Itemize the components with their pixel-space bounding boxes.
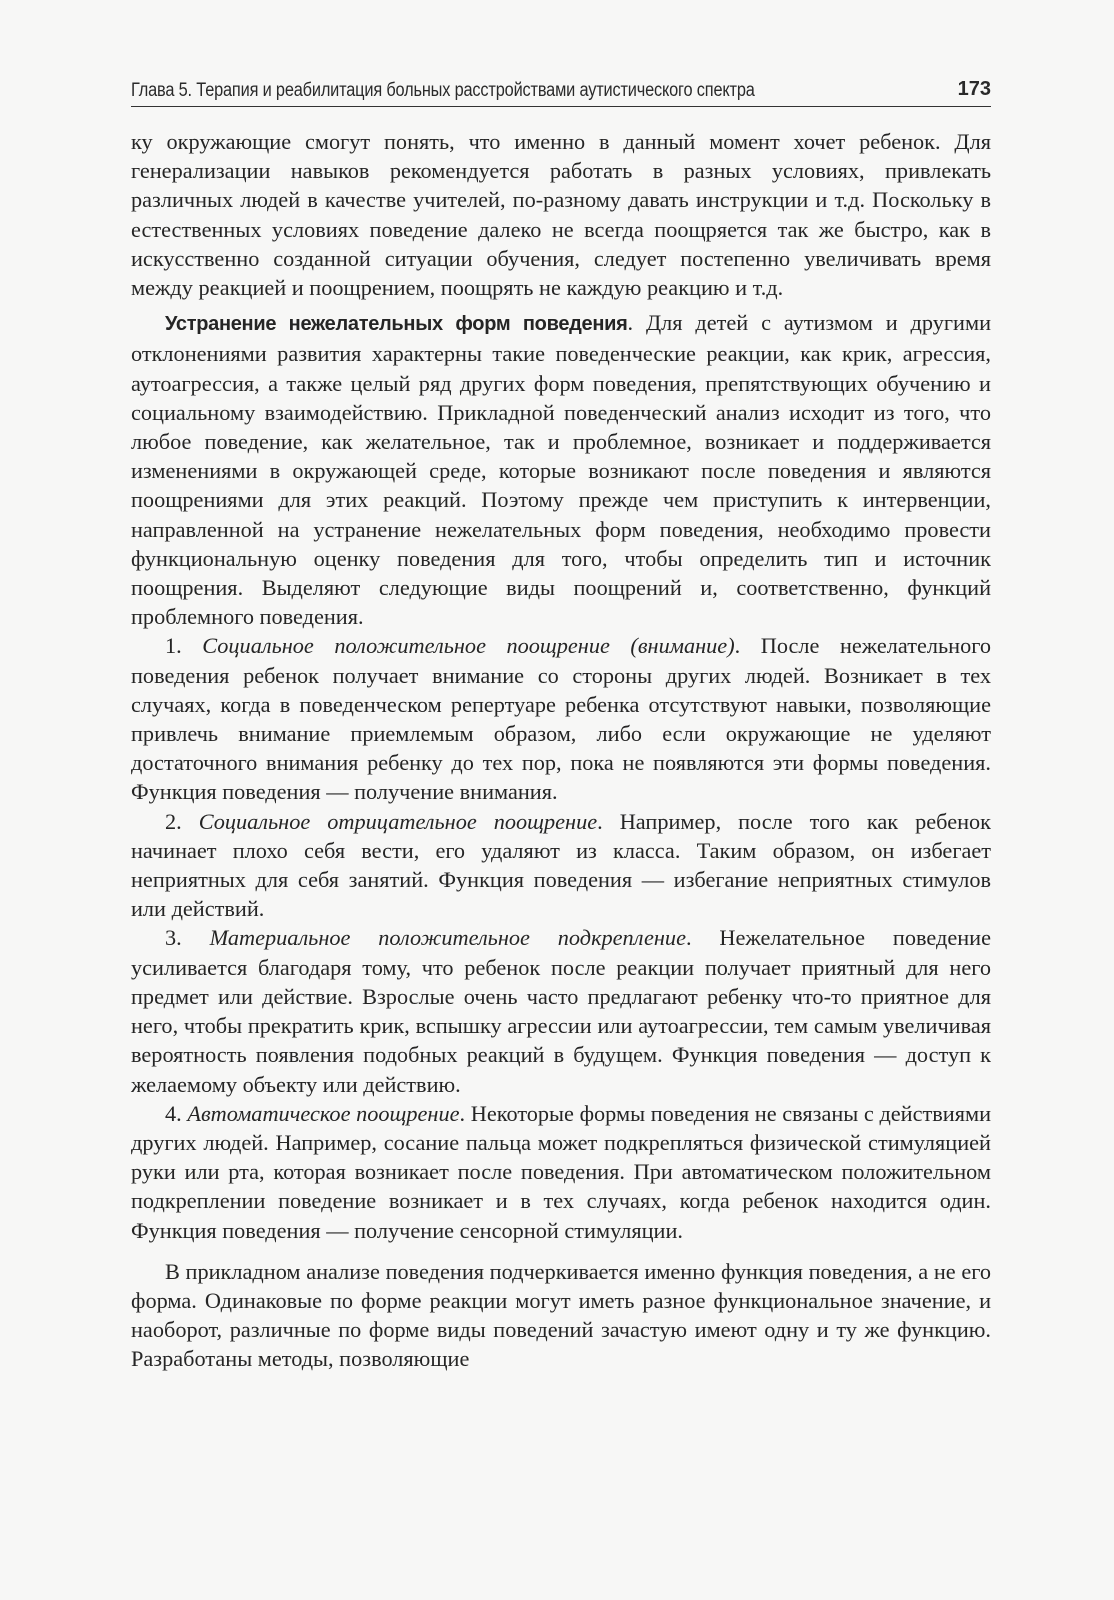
list-number: 1. (165, 633, 203, 659)
running-title: Глава 5. Терапия и реабилитация больных расстройствами аутистического спектра (131, 80, 755, 101)
paragraph-text: . После нежелательного поведения ребенок получает внимание со стороны других людей. Возникает в тех случаях, когда в поведенческом репертуаре ребенка отсутствуют навыки, позволяющие привлечь внимание приемлемым образом, либо если окружающие не уделяют достаточного внимания ребенку до тех пор, пока не появляются эти формы поведения. Функция поведения — получение внимания. (131, 633, 991, 805)
paragraph-section-undesirable-behavior (131, 308, 991, 631)
paragraph-text: . Нежелательное поведение усиливается благодаря тому, что ребенок после реакции получает приятный для него предмет или действие. Взрослые очень часто предлагают ребенку что-то приятное для него, чтобы прекратить крик, вспышку агрессии или аутоагрессии, тем самым увеличивая вероятность появления подобных реакций в будущем. Функция поведения — доступ к желаемому объекту или действию. (131, 925, 992, 1097)
list-item-4 (131, 1099, 991, 1245)
list-number: 3. (165, 925, 210, 951)
list-item-term: Материальное положительное подкрепление (209, 925, 686, 951)
body-text (131, 127, 991, 1374)
paragraph-text: ку окружающие смогут понять, что именно в данный момент хочет ребенок. Для генерализации навыков рекомендуется работать в разных условиях, привлекать различных людей в качестве учителей, по-разному давать инструкции и т.д. Поскольку в естественных условиях поведение далеко не всегда поощряется так же быстро, как в искусственно созданной ситуации обучения, следует постепенно увеличивать время между реакцией и поощрением, поощрять не каждую реакцию и т.д. (131, 129, 991, 301)
paragraph-continuation (131, 127, 991, 302)
list-item-2 (131, 807, 991, 924)
paragraph-text: В прикладном анализе поведения подчеркивается именно функция поведения, а не его форма. Одинаковые по форме реакции могут иметь разное функциональное значение, и наоборот, различные по форме виды поведений зачастую имеют одну и ту же функцию. Разработаны методы, позволяющие (131, 1258, 991, 1372)
paragraph-text: . Например, после того как ребенок начинает плохо себя вести, его удаляют из класса. Таким образом, он избегает неприятных для себя занятий. Функция поведения — избегание неприятных стимулов или действий. (131, 808, 991, 922)
list-item-3 (131, 923, 991, 1098)
section-heading-run: Устранение нежелательных форм поведения (165, 313, 628, 336)
running-header (131, 78, 991, 107)
list-item-1 (131, 631, 991, 806)
list-item-term: Автоматическое поощрение (187, 1100, 460, 1126)
list-item-term: Социальное положительное поощрение (внимание) (202, 633, 735, 659)
list-number: 4. (165, 1100, 188, 1126)
page-number: 173 (957, 78, 991, 100)
list-item-term: Социальное отрицательное поощрение (198, 808, 598, 834)
list-number: 2. (165, 808, 199, 834)
paragraph-function-vs-form (131, 1257, 991, 1374)
paragraph-text: . Для детей с аутизмом и другими отклонениями развития характерны такие поведенческие реакции, как крик, агрессия, аутоагрессия, а также целый ряд других форм поведения, препятствующих обучению и социальному взаимодействию. Прикладной поведенческий анализ исходит из того, что любое поведение, как желательное, так и проблемное, возникает и поддерживается изменениями в окружающей среде, которые возникают после поведения и являются поощрениями для этих реакций. Поэтому прежде чем приступить к интервенции, направленной на устранение нежелательных форм поведения, необходимо провести функциональную оценку поведения для того, чтобы определить тип и источник поощрения. Выделяют следующие виды поощрений и, соответственно, функций проблемного поведения. (131, 310, 991, 630)
paragraph-text: . Некоторые формы поведения не связаны с действиями других людей. Например, сосание пальца может подкрепляться физической стимуляцией руки или рта, которая возникает после поведения. При автоматическом положительном подкреплении поведение возникает и в тех случаях, когда ребенок находится один. Функция поведения — получение сенсорной стимуляции. (131, 1100, 992, 1243)
